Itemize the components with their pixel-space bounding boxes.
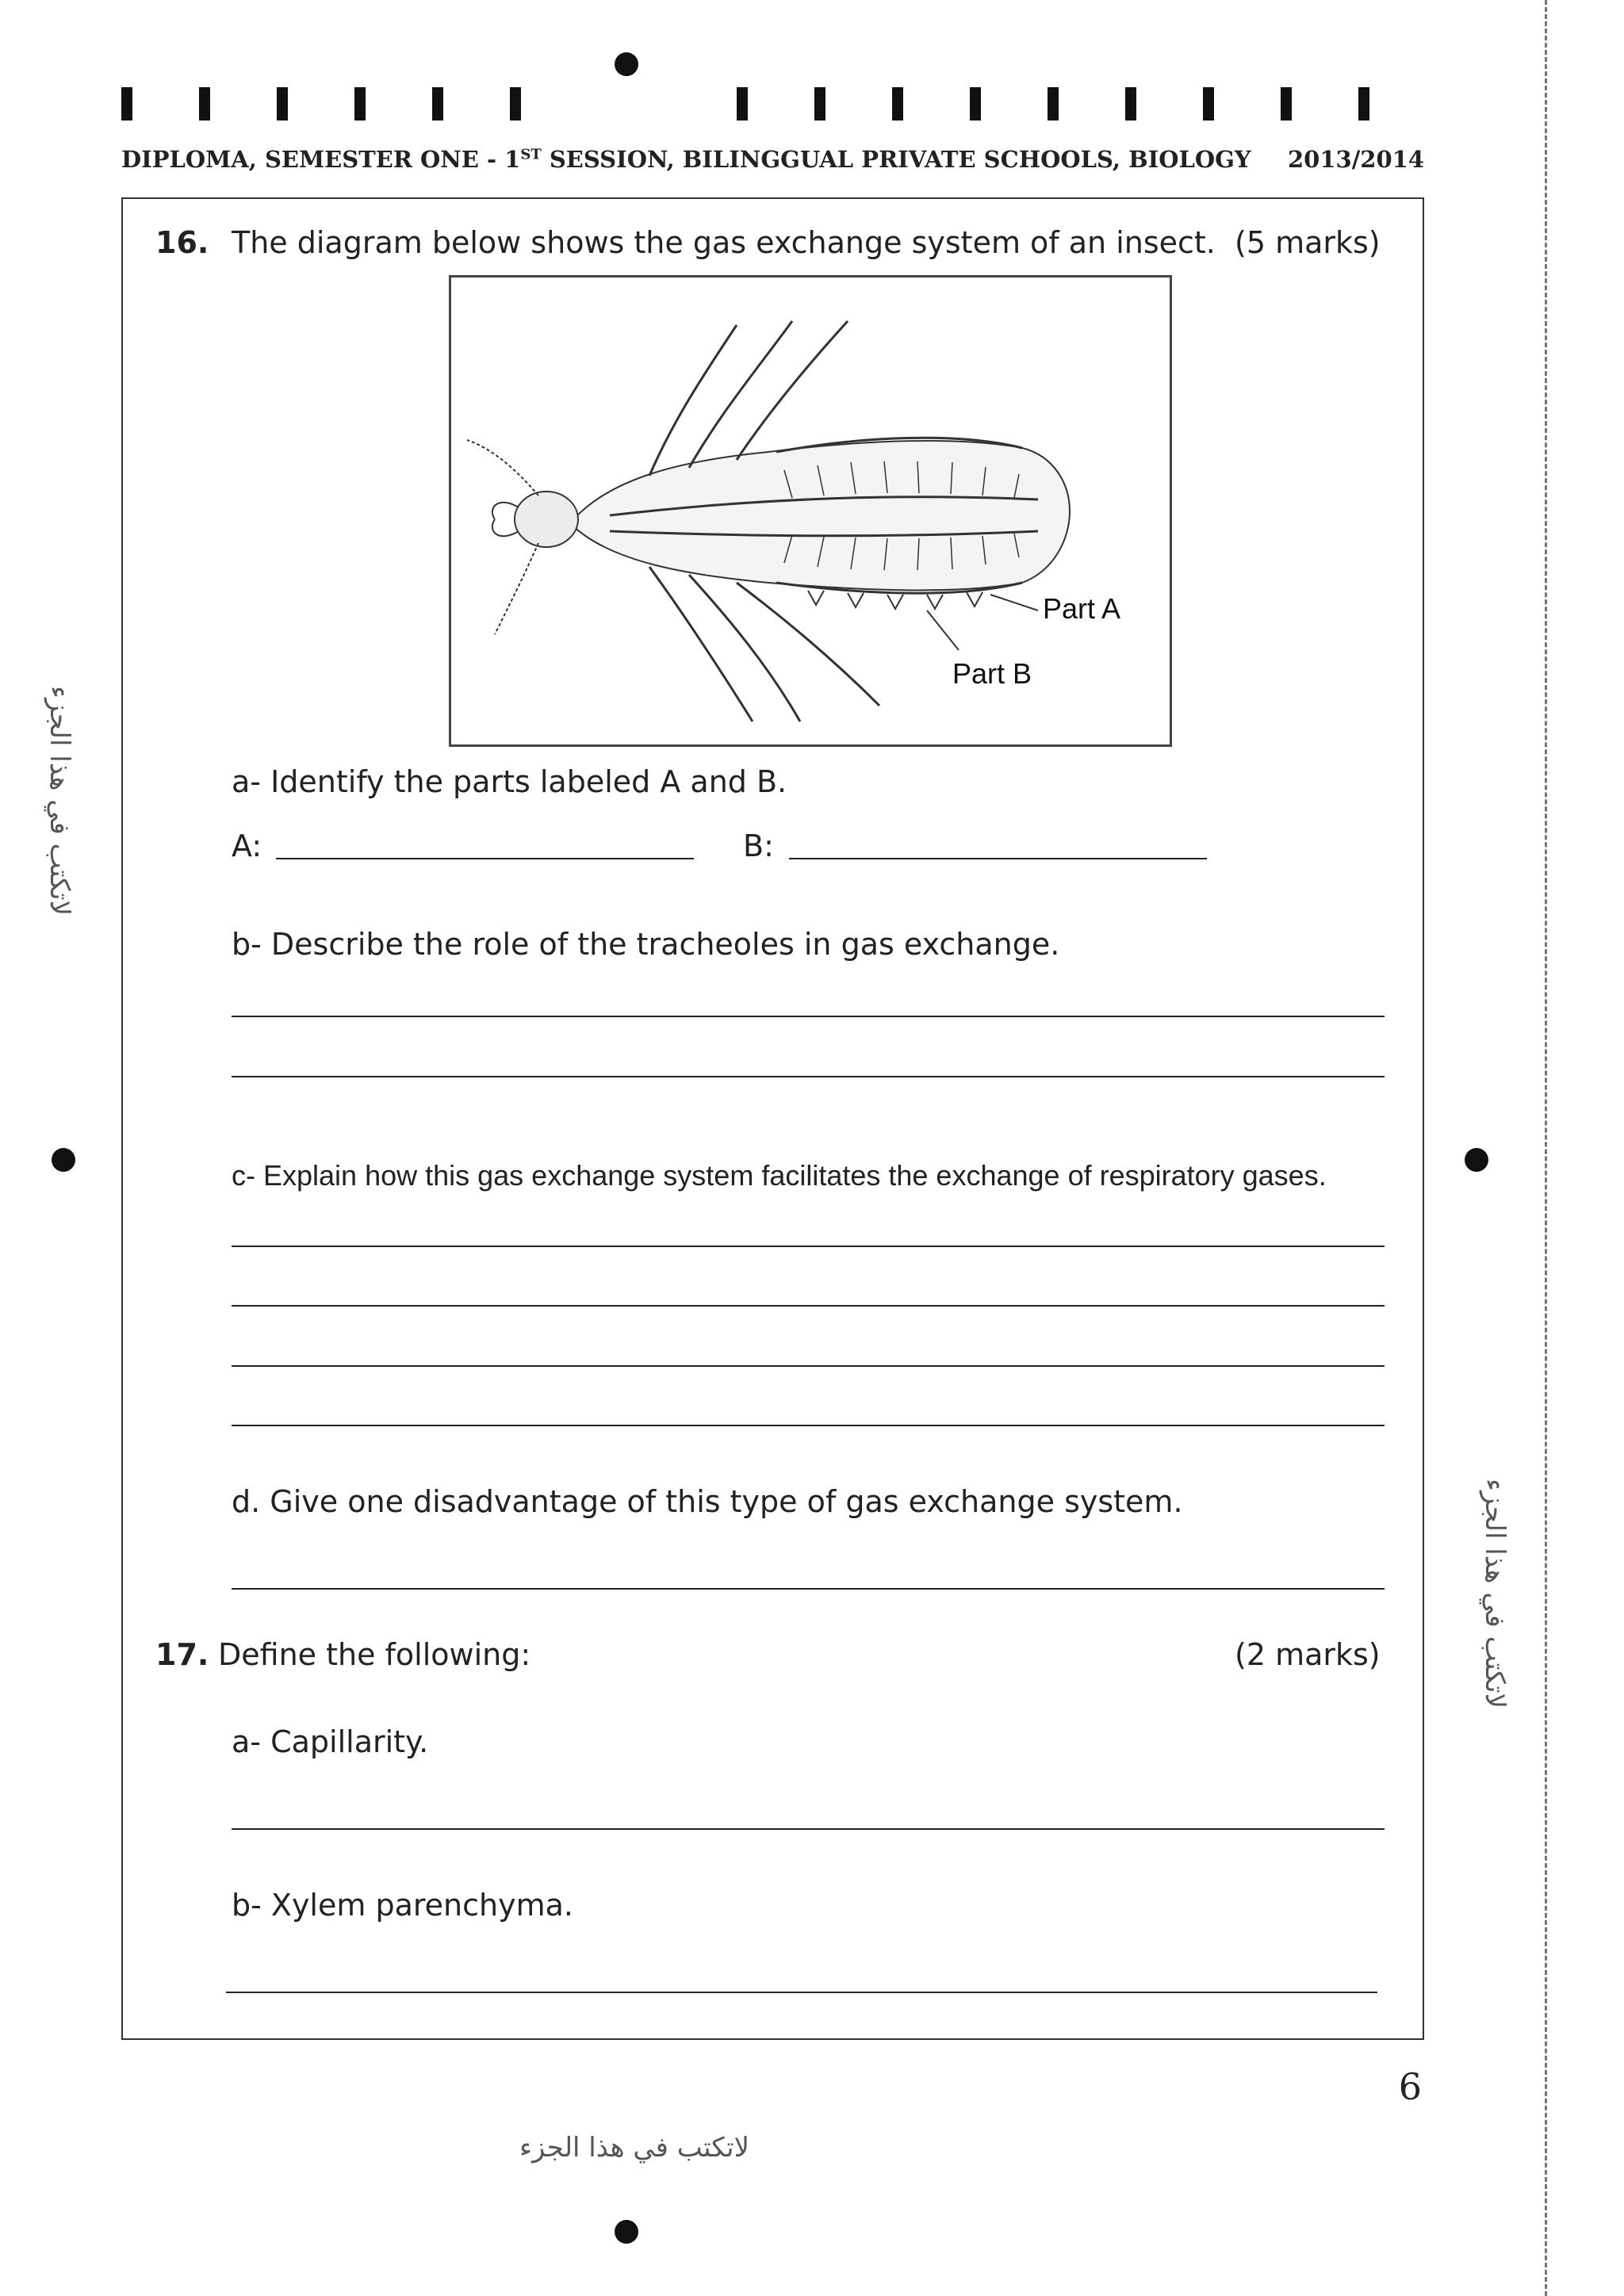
q16a-text: a- Identify the parts labeled A and B. [232,764,787,799]
answer-line[interactable] [232,1828,1385,1830]
q16-prompt: The diagram below shows the gas exchange system of an insect. [232,225,1216,260]
exam-year: 2013/2014 [1288,146,1425,173]
registration-bar [354,87,366,121]
registration-bar [277,87,288,121]
answer-line[interactable] [232,1246,1385,1247]
q16-number: 16. [155,225,209,260]
registration-dot-bottom [615,2220,638,2244]
answer-line-a[interactable] [276,858,694,859]
answer-line[interactable] [232,1365,1385,1367]
q16a-label-a: A: [232,828,262,863]
registration-dot-top [615,52,638,76]
q17a-text: a- Capillarity. [232,1724,429,1759]
q16-header [155,225,209,260]
registration-bar [510,87,521,121]
registration-bar [1125,87,1136,121]
registration-dot-right [1465,1148,1488,1172]
figure-label-part-b: Part B [952,657,1032,690]
registration-bar [1281,87,1292,121]
registration-bar [432,87,443,121]
answer-line[interactable] [232,1076,1385,1077]
q17-prompt: Define the following: [218,1637,531,1672]
registration-bar [1048,87,1059,121]
registration-bar [121,87,132,121]
q17-marks: (2 marks) [1235,1637,1381,1672]
registration-bar [737,87,748,121]
margin-note-bottom: لاتكتب في هذا الجزء [519,2132,750,2164]
margin-note-right: لاتكتب في هذا الجزء [1479,1478,1511,1709]
q16d-text: d. Give one disadvantage of this type of gas exchange system. [232,1484,1183,1519]
exam-header-title: DIPLOMA, SEMESTER ONE - 1ST SESSION, BILINGGUAL PRIVATE SCHOOLS, BIOLOGY [121,146,1251,173]
answer-line[interactable] [232,1305,1385,1307]
insect-drawing [451,277,1170,744]
registration-bar [1203,87,1214,121]
answer-line[interactable] [232,1425,1385,1426]
q16a-label-b: B: [743,828,774,863]
page-number: 6 [1398,2065,1422,2108]
q16-marks: (5 marks) [1235,225,1381,260]
answer-line[interactable] [232,1588,1385,1590]
registration-bar [814,87,825,121]
figure-label-part-a: Part A [1043,592,1121,625]
answer-line[interactable] [232,1016,1385,1017]
registration-bar [970,87,981,121]
registration-bar [199,87,210,121]
q17-number: 17. [155,1637,209,1672]
registration-bar [1358,87,1369,121]
margin-note-left: لاتكتب في هذا الجزء [44,685,76,916]
q17b-text: b- Xylem parenchyma. [232,1888,573,1923]
registration-dot-left [52,1148,75,1172]
insect-tracheal-diagram [449,275,1172,747]
answer-line-b[interactable] [789,858,1207,859]
q17-header [155,1637,209,1672]
q16c-text: c- Explain how this gas exchange system facilitates the exchange of respiratory gases. [232,1159,1327,1192]
cut-line [1545,0,1547,2296]
registration-bar [892,87,903,121]
answer-line[interactable] [226,1992,1377,1993]
q16b-text: b- Describe the role of the tracheoles in gas exchange. [232,927,1060,962]
